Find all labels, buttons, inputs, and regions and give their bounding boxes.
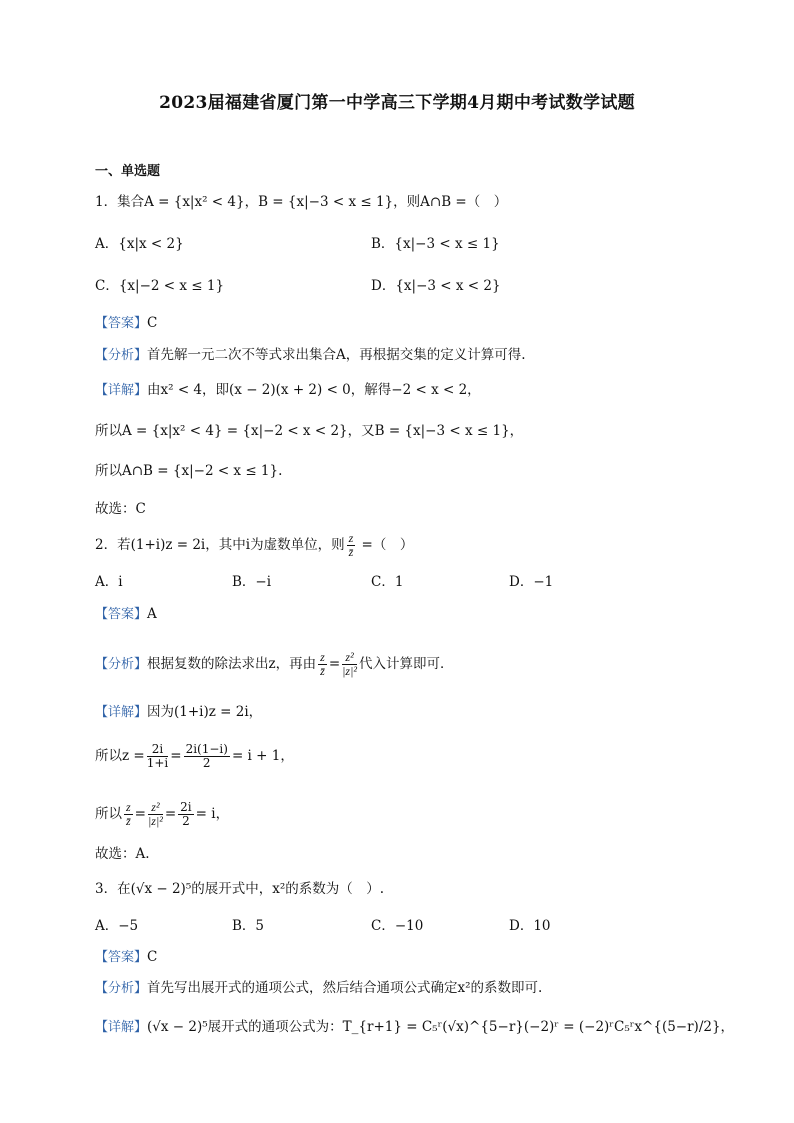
q3-option-b: B．5 [232, 918, 265, 934]
detail-text: (√x − 2)⁵展开式的通项公式为：T_{r+1} = C₅ʳ(√x)^{5−r}(−2)ʳ = (−2)ʳC₅ʳx^{(5−r)/2}， [147, 1019, 735, 1035]
answer-value: C [147, 315, 158, 331]
detail-tag: 【详解】 [95, 383, 148, 398]
q3-detail-row [95, 1018, 734, 1037]
q3-option-d: D．10 [509, 918, 551, 934]
q3-answer-row [95, 948, 157, 967]
q2-detail-line-2: 所以z = $\frac{2i}{1+i}$ = $\frac{2i(1-i)}{2}$ = i + 1， [95, 742, 294, 770]
answer-tag: 【答案】 [95, 950, 148, 965]
answer-tag: 【答案】 [95, 607, 148, 622]
fraction: $\frac{z}{z̄}$ [348, 531, 354, 559]
document-title: 2023届福建省厦门第一中学高三下学期4月期中考试数学试题 [159, 93, 635, 113]
q2-option-a: A．i [95, 574, 123, 590]
detail-text: 由x² < 4，即(x − 2)(x + 2) < 0，解得−2 < x < 2， [147, 382, 481, 398]
q3-stem: 3．在(√x − 2)⁵的展开式中，x²的系数为（ ）. [95, 881, 385, 897]
fraction: $\frac{2i(1-i)}{2}$ [185, 742, 228, 770]
analysis-tag: 【分析】 [95, 981, 148, 996]
q1-detail-line-2: 所以A = {x|x² < 4} = {x|−2 < x < 2}，又B = {x|−3 < x ≤ 1}， [95, 423, 524, 439]
analysis-tag: 【分析】 [95, 348, 148, 363]
fraction: $\frac{2i}{2}$ [180, 800, 192, 828]
q1-option-d: D．{x|−3 < x < 2} [371, 278, 501, 294]
q1-analysis-row [95, 346, 526, 365]
q2-analysis-row: 【分析】根据复数的除法求出z，再由 $\frac{z}{z̄}$ = $\frac{\text{z²}}{\text{|z|²}}$ 代入计算即可． [95, 650, 454, 678]
section-heading: 一、单选题 [95, 164, 161, 179]
q3-analysis-row [95, 979, 542, 998]
detail-text: 因为(1+i)z = 2i， [147, 704, 263, 720]
q1-answer-row [95, 314, 157, 333]
q1-option-a: A．{x|x < 2} [95, 236, 184, 252]
fraction: $\frac{z}{z̄}$ [126, 800, 131, 828]
fraction: $\frac{2i}{1+i}$ [146, 742, 169, 770]
q2-stem: 2．若(1+i)z = 2i，其中i为虚数单位，则 $\frac{z}{z̄}$ =（ ） [95, 531, 414, 559]
analysis-tag: 【分析】 [95, 657, 148, 672]
answer-value: A [147, 606, 157, 622]
q2-option-d: D．−1 [509, 574, 554, 590]
analysis-text: 首先解一元二次不等式求出集合A，再根据交集的定义计算可得. [147, 347, 526, 363]
q2-answer-row [95, 605, 157, 624]
q1-detail-line-3: 所以A∩B = {x|−2 < x ≤ 1}. [95, 463, 283, 479]
fraction: $\frac{z}{z̄}$ [320, 650, 325, 678]
fraction: $\frac{\text{z²}}{\text{|z|²}}$ [147, 800, 163, 828]
q1-option-c: C．{x|−2 < x ≤ 1} [95, 278, 225, 294]
q2-conclusion: 故选：A. [95, 846, 150, 862]
q2-option-c: C．1 [371, 574, 404, 590]
detail-tag: 【详解】 [95, 1020, 148, 1035]
q2-detail-line-3: 所以 $\frac{z}{z̄}$ = $\frac{\text{z²}}{\text{|z|²}}$ = $\frac{2i}{2}$ = i， [95, 800, 230, 828]
detail-tag: 【详解】 [95, 705, 148, 720]
answer-tag: 【答案】 [95, 316, 148, 331]
q2-option-b: B．−i [232, 574, 272, 590]
q1-detail-row [95, 381, 481, 400]
q3-option-a: A．−5 [95, 918, 139, 934]
answer-value: C [147, 949, 158, 965]
q2-detail-row [95, 703, 262, 722]
q1-stem: 1．集合A = {x|x² < 4}，B = {x|−3 < x ≤ 1}，则A∩B =（ ） [95, 194, 508, 210]
analysis-text: 首先写出展开式的通项公式，然后结合通项公式确定x²的系数即可. [147, 980, 543, 996]
q3-option-c: C．−10 [371, 918, 424, 934]
fraction: $\frac{\text{z²}}{\text{|z|²}}$ [342, 650, 357, 678]
q1-conclusion: 故选：C [95, 501, 146, 517]
q1-option-b: B．{x|−3 < x ≤ 1} [371, 236, 500, 252]
